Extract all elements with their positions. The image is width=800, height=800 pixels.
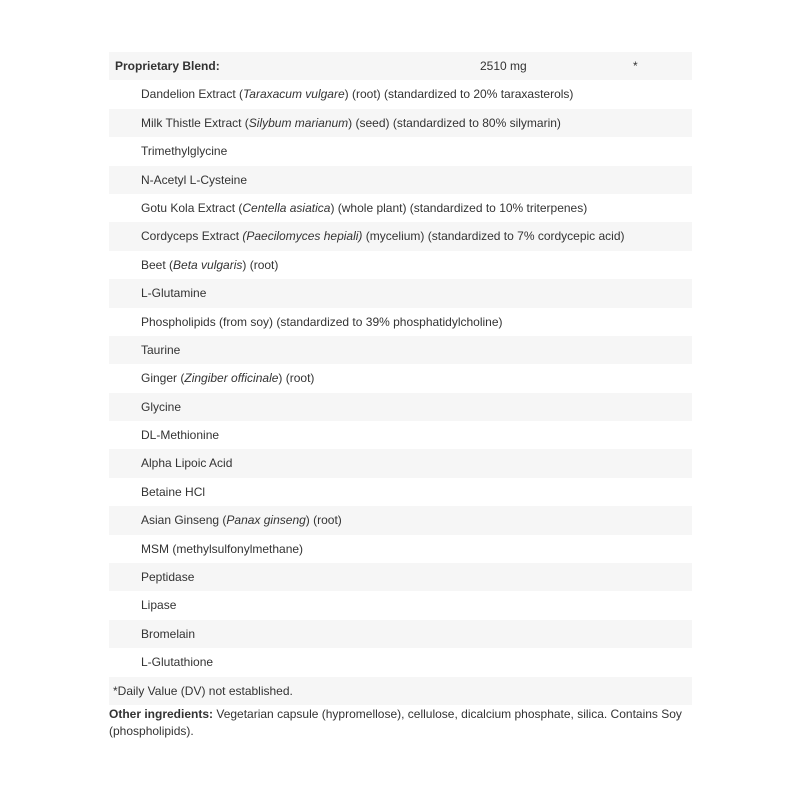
ingredient-row <box>109 648 692 676</box>
ingredient-detail: ) (whole plant) (standardized to 10% triterpenes) <box>330 200 588 215</box>
ingredient-row <box>109 449 692 477</box>
ingredient-latin-name: (Paecilomyces hepiali) <box>242 229 363 244</box>
ingredient-name: Betaine HCl <box>141 484 206 499</box>
ingredient-name: Lipase <box>141 598 177 613</box>
ingredient-row <box>109 478 692 506</box>
ingredient-name: Gotu Kola Extract ( <box>141 200 243 215</box>
ingredient-row <box>109 194 692 222</box>
ingredient-row <box>109 80 692 108</box>
ingredient-name: Glycine <box>141 399 182 414</box>
ingredient-latin-name: Panax ginseng <box>226 513 306 528</box>
ingredient-row <box>109 591 692 619</box>
ingredient-name: N-Acetyl L-Cysteine <box>141 172 248 187</box>
blend-name: Proprietary Blend: <box>115 59 220 73</box>
ingredient-name: Cordyceps Extract <box>141 229 243 244</box>
other-ingredients-text: Vegetarian capsule (hypromellose), cellulose, dicalcium phosphate, silica. Contains Soy (phospholipids). <box>109 706 682 738</box>
ingredient-name: Dandelion Extract ( <box>141 87 244 102</box>
ingredient-name: Peptidase <box>141 570 195 585</box>
ingredient-latin-name: Taraxacum vulgare <box>243 87 345 102</box>
blend-daily-value: * <box>633 59 638 73</box>
ingredient-detail: ) (root) <box>242 257 279 272</box>
ingredient-row <box>109 506 692 534</box>
ingredient-latin-name: Centella asiatica <box>242 200 331 215</box>
ingredient-detail: ) (root) <box>305 513 342 528</box>
ingredient-list <box>109 80 692 676</box>
ingredient-name: Milk Thistle Extract ( <box>141 115 249 130</box>
ingredient-row <box>109 251 692 279</box>
ingredient-detail: (mycelium) (standardized to 7% cordycepic acid) <box>362 229 625 244</box>
other-ingredients <box>109 706 692 740</box>
ingredient-name: Phospholipids (from soy) (standardized to 39% phosphatidylcholine) <box>141 314 503 329</box>
daily-value-footnote: *Daily Value (DV) not established. <box>109 677 692 705</box>
supplement-facts-panel <box>109 52 692 740</box>
other-ingredients-label: Other ingredients: <box>109 706 214 721</box>
blend-amount: 2510 mg <box>480 59 527 73</box>
ingredient-name: DL-Methionine <box>141 428 220 443</box>
proprietary-blend-row <box>109 52 692 80</box>
ingredient-row <box>109 535 692 563</box>
ingredient-name: Ginger ( <box>141 371 185 386</box>
ingredient-row <box>109 279 692 307</box>
ingredient-row <box>109 222 692 250</box>
ingredient-row <box>109 393 692 421</box>
ingredient-name: Trimethylglycine <box>141 144 228 159</box>
ingredient-detail: ) (root) <box>278 371 315 386</box>
ingredient-name: Alpha Lipoic Acid <box>141 456 233 471</box>
ingredient-detail: ) (seed) (standardized to 80% silymarin) <box>348 115 561 130</box>
ingredient-detail: ) (root) (standardized to 20% taraxasterols) <box>344 87 574 102</box>
ingredient-row <box>109 364 692 392</box>
ingredient-row <box>109 166 692 194</box>
ingredient-name: Asian Ginseng ( <box>141 513 227 528</box>
ingredient-row <box>109 336 692 364</box>
ingredient-row <box>109 109 692 137</box>
ingredient-latin-name: Beta vulgaris <box>173 257 243 272</box>
ingredient-row <box>109 308 692 336</box>
ingredient-latin-name: Silybum marianum <box>248 115 349 130</box>
ingredient-row <box>109 563 692 591</box>
ingredient-row <box>109 620 692 648</box>
ingredient-name: Bromelain <box>141 626 196 641</box>
ingredient-name: MSM (methylsulfonylmethane) <box>141 541 304 556</box>
ingredient-row <box>109 421 692 449</box>
ingredient-latin-name: Zingiber officinale <box>184 371 279 386</box>
ingredient-name: Beet ( <box>141 257 174 272</box>
ingredient-row <box>109 137 692 165</box>
ingredient-name: L-Glutamine <box>141 286 207 301</box>
ingredient-name: L-Glutathione <box>141 655 214 670</box>
ingredient-name: Taurine <box>141 342 181 357</box>
